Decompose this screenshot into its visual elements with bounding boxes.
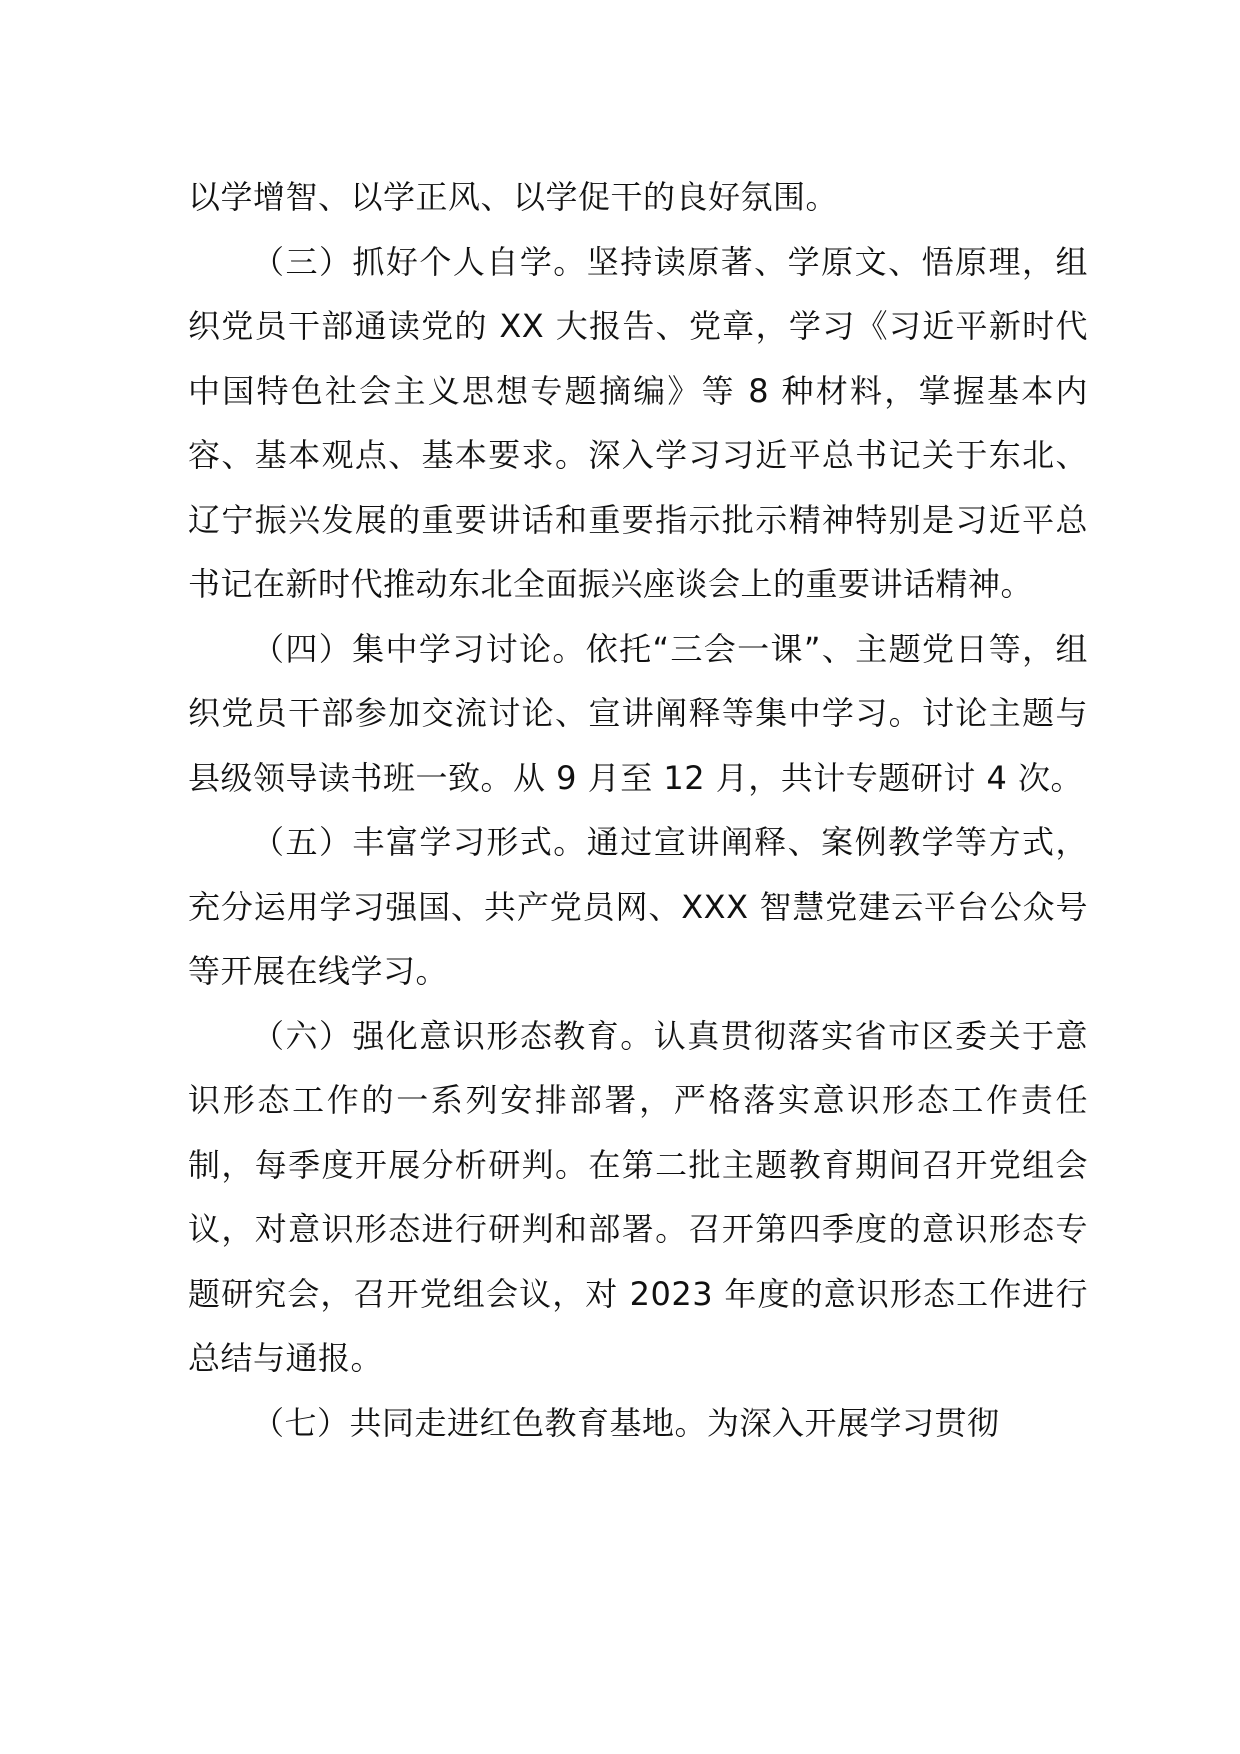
paragraph-section-3: （三）抓好个人自学。坚持读原著、学原文、悟原理，组织党员干部通读党的 XX 大报告、党章，学习《习近平新时代中国特色社会主义思想专题摘编》等 8 种材料，掌握基本内容、基本观点、基本要求。深入学习习近平总书记关于东北、辽宁振兴发展的重要讲话和重要指示批示精神特别是习近平总书记在新时代推动东北全面振兴座谈会上的重要讲话精神。: [188, 242, 1088, 603]
paragraph-section-4: （四）集中学习讨论。依托“三会一课”、主题党日等，组织党员干部参加交流讨论、宣讲阐释等集中学习。讨论主题与县级领导读书班一致。从 9 月至 12 月，共计专题研讨 4 次。: [188, 629, 1088, 797]
paragraph-section-7: （七）共同走进红色教育基地。为深入开展学习贯彻: [252, 1403, 1000, 1442]
paragraph-section-5: （五）丰富学习形式。通过宣讲阐释、案例教学等方式，充分运用学习强国、共产党员网、XXX 智慧党建云平台公众号等开展在线学习。: [188, 823, 1088, 990]
document-body: [188, 165, 1088, 1455]
paragraph-section-6: （六）强化意识形态教育。认真贯彻落实省市区委关于意识形态工作的一系列安排部署，严格落实意识形态工作责任制，每季度开展分析研判。在第二批主题教育期间召开党组会议，对意识形态进行研判和部署。召开第四季度的意识形态专题研究会，召开党组会议，对 2023 年度的意识形态工作进行总结与通报。: [188, 1016, 1088, 1377]
paragraph-continuation: 以学增智、以学正风、以学促干的良好氛围。: [188, 178, 839, 216]
